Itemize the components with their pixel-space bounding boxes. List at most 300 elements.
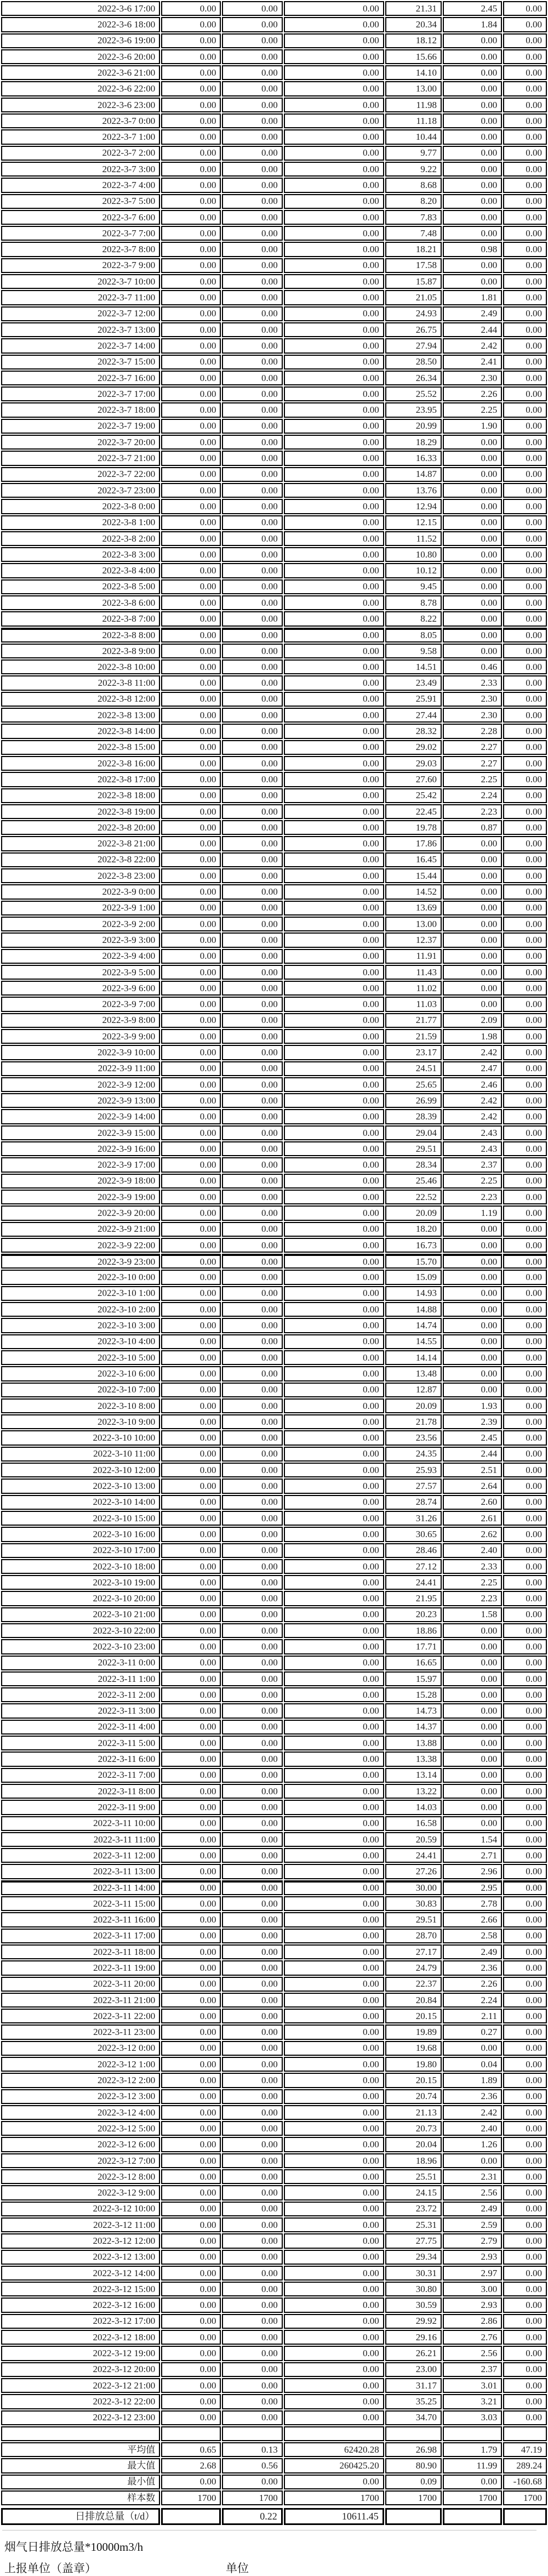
- value-cell: 0.00: [222, 547, 282, 562]
- timestamp-cell: 2022-3-7 3:00: [1, 162, 160, 177]
- timestamp-cell: 2022-3-7 2:00: [1, 146, 160, 161]
- value-cell: 0.00: [284, 1366, 384, 1381]
- value-cell: 0.00: [284, 1270, 384, 1284]
- value-cell: 0.00: [284, 355, 384, 369]
- value-cell: 0.00: [503, 226, 547, 241]
- value-cell: 0.00: [222, 1607, 282, 1622]
- value-cell: 0.00: [222, 1479, 282, 1493]
- value-cell: 14.03: [385, 1800, 442, 1815]
- value-cell: 0.00: [161, 515, 221, 530]
- value-cell: 0.00: [284, 419, 384, 434]
- value-cell: 0.98: [443, 242, 502, 257]
- value-cell: 0.00: [284, 997, 384, 1011]
- value-cell: 1.84: [443, 17, 502, 32]
- value-cell: 0.00: [161, 1045, 221, 1060]
- value-cell: 0.00: [222, 98, 282, 112]
- value-cell: 0.00: [161, 1864, 221, 1879]
- timestamp-cell: 2022-3-11 22:00: [1, 2009, 160, 2023]
- value-cell: -160.68: [503, 2475, 547, 2489]
- summary-label-cell: 最小值: [1, 2475, 160, 2489]
- table-row: [1, 804, 547, 819]
- timestamp-cell: 2022-3-12 8:00: [1, 2169, 160, 2184]
- value-cell: 0.00: [161, 1463, 221, 1477]
- value-cell: 0.00: [443, 146, 502, 161]
- table-row: [1, 2266, 547, 2281]
- value-cell: 0.00: [503, 1623, 547, 1638]
- value-cell: 0.00: [222, 1398, 282, 1413]
- table-row: [1, 1703, 547, 1718]
- value-cell: 0.00: [503, 129, 547, 144]
- value-cell: 28.50: [385, 355, 442, 369]
- value-cell: 0.00: [284, 949, 384, 964]
- value-cell: 0.00: [443, 1752, 502, 1766]
- value-cell: 0.00: [222, 708, 282, 723]
- value-cell: 0.00: [284, 1880, 384, 1895]
- value-cell: 0.00: [503, 467, 547, 482]
- table-row: [1, 129, 547, 144]
- value-cell: 24.51: [385, 1061, 442, 1076]
- value-cell: 15.87: [385, 274, 442, 289]
- value-cell: 20.34: [385, 17, 442, 32]
- value-cell: 2.27: [443, 740, 502, 755]
- value-cell: 29.02: [385, 740, 442, 755]
- value-cell: 0.00: [503, 290, 547, 305]
- table-row: [1, 724, 547, 738]
- value-cell: 0.00: [222, 1960, 282, 1975]
- timestamp-cell: 2022-3-12 5:00: [1, 2121, 160, 2136]
- value-cell: 0.00: [503, 2217, 547, 2232]
- value-cell: 8.20: [385, 194, 442, 209]
- value-cell: 0.00: [503, 2394, 547, 2409]
- value-cell: 20.99: [385, 419, 442, 434]
- value-cell: 0.00: [284, 2250, 384, 2265]
- value-cell: 0.00: [161, 1366, 221, 1381]
- value-cell: 0.00: [284, 1639, 384, 1654]
- value-cell: 0.00: [284, 81, 384, 96]
- timestamp-cell: 2022-3-9 11:00: [1, 1061, 160, 1076]
- value-cell: 13.00: [385, 81, 442, 96]
- timestamp-cell: 2022-3-9 15:00: [1, 1125, 160, 1140]
- value-cell: 0.00: [503, 1607, 547, 1622]
- value-cell: 35.25: [385, 2394, 442, 2409]
- value-cell: 0.00: [161, 579, 221, 594]
- timestamp-cell: 2022-3-11 17:00: [1, 1929, 160, 1943]
- value-cell: 0.00: [443, 1639, 502, 1654]
- value-cell: 0.00: [284, 65, 384, 80]
- value-cell: 0.00: [443, 644, 502, 658]
- table-row: [1, 1077, 547, 1092]
- value-cell: 20.23: [385, 1607, 442, 1622]
- value-cell: 0.00: [503, 1222, 547, 1237]
- value-cell: 0.87: [443, 820, 502, 835]
- value-cell: 0.00: [222, 965, 282, 980]
- value-cell: 0.00: [222, 1575, 282, 1590]
- value-cell: 0.00: [284, 2362, 384, 2377]
- value-cell: 0.00: [161, 1623, 221, 1638]
- value-cell: 0.00: [503, 499, 547, 514]
- value-cell: 2.36: [443, 2089, 502, 2104]
- value-cell: 0.00: [161, 644, 221, 658]
- value-cell: 0.00: [503, 644, 547, 658]
- value-cell: 0.00: [503, 1254, 547, 1269]
- table-row: [1, 1350, 547, 1365]
- value-cell: 0.00: [222, 162, 282, 177]
- table-row: [1, 1543, 547, 1558]
- value-cell: 0.00: [284, 595, 384, 610]
- value-cell: 0.00: [222, 1736, 282, 1750]
- timestamp-cell: 2022-3-7 9:00: [1, 258, 160, 273]
- value-cell: 0.00: [161, 2233, 221, 2248]
- value-cell: 10.44: [385, 129, 442, 144]
- timestamp-cell: 2022-3-9 0:00: [1, 884, 160, 899]
- value-cell: 0.00: [222, 1800, 282, 1815]
- value-cell: 0.00: [284, 884, 384, 899]
- value-cell: 0.00: [503, 2298, 547, 2312]
- timestamp-cell: 2022-3-8 14:00: [1, 724, 160, 738]
- value-cell: 0.00: [222, 2073, 282, 2088]
- value-cell: 0.00: [161, 2009, 221, 2023]
- value-cell: 29.03: [385, 756, 442, 771]
- value-cell: 2.28: [443, 724, 502, 738]
- value-cell: 0.00: [443, 49, 502, 64]
- value-cell: 0.00: [284, 820, 384, 835]
- value-cell: 23.56: [385, 1430, 442, 1445]
- value-cell: 0.00: [161, 836, 221, 851]
- value-cell: 0.00: [503, 708, 547, 723]
- value-cell: 0.00: [161, 81, 221, 96]
- value-cell: 0.00: [222, 1929, 282, 1943]
- value-cell: 31.26: [385, 1511, 442, 1526]
- value-cell: 11.43: [385, 965, 442, 980]
- value-cell: 0.00: [222, 836, 282, 851]
- table-row: [1, 2250, 547, 2265]
- value-cell: 0.00: [503, 2250, 547, 2265]
- value-cell: 0.00: [222, 595, 282, 610]
- timestamp-cell: 2022-3-7 0:00: [1, 113, 160, 128]
- table-row: [1, 1286, 547, 1301]
- value-cell: 2.45: [443, 1430, 502, 1445]
- value-cell: 260425.20: [284, 2458, 384, 2473]
- value-cell: 0.00: [161, 2073, 221, 2088]
- value-cell: 0.00: [222, 2169, 282, 2184]
- value-cell: 2.40: [443, 2121, 502, 2136]
- value-cell: 0.00: [284, 788, 384, 803]
- table-row: [1, 1944, 547, 1959]
- value-cell: 2.61: [443, 1511, 502, 1526]
- value-cell: 0.00: [161, 210, 221, 225]
- table-row: [1, 1527, 547, 1542]
- value-cell: 14.37: [385, 1720, 442, 1735]
- value-cell: 0.00: [161, 756, 221, 771]
- timestamp-cell: 2022-3-9 20:00: [1, 1205, 160, 1220]
- value-cell: 14.73: [385, 1703, 442, 1718]
- value-cell: 0.00: [503, 162, 547, 177]
- value-cell: 0.00: [161, 1527, 221, 1542]
- value-cell: 27.26: [385, 1864, 442, 1879]
- value-cell: 0.00: [284, 868, 384, 883]
- value-cell: 3.01: [443, 2378, 502, 2393]
- value-cell: 0.00: [161, 1543, 221, 1558]
- value-cell: 0.00: [284, 1013, 384, 1028]
- value-cell: 0.00: [503, 1832, 547, 1847]
- value-cell: 0.00: [443, 435, 502, 450]
- value-cell: 0.00: [161, 1061, 221, 1076]
- timestamp-cell: 2022-3-7 6:00: [1, 210, 160, 225]
- value-cell: 9.22: [385, 162, 442, 177]
- timestamp-cell: 2022-3-12 3:00: [1, 2089, 160, 2104]
- value-cell: 0.00: [284, 1736, 384, 1750]
- value-cell: 2.43: [443, 1141, 502, 1156]
- value-cell: 0.00: [503, 1479, 547, 1493]
- value-cell: 2.25: [443, 1575, 502, 1590]
- value-cell: 15.28: [385, 1687, 442, 1702]
- value-cell: 0.00: [161, 1800, 221, 1815]
- value-cell: 0.00: [161, 1334, 221, 1349]
- value-cell: 3.21: [443, 2394, 502, 2409]
- timestamp-cell: 2022-3-7 4:00: [1, 178, 160, 192]
- value-cell: 0.00: [222, 1093, 282, 1108]
- value-cell: 0.00: [503, 515, 547, 530]
- table-row: [1, 1912, 547, 1927]
- value-cell: 0.00: [284, 1511, 384, 1526]
- value-cell: 2.64: [443, 1479, 502, 1493]
- value-cell: 0.00: [161, 194, 221, 209]
- value-cell: 0.00: [443, 1720, 502, 1735]
- table-row: [1, 1, 547, 16]
- value-cell: 19.68: [385, 2041, 442, 2056]
- value-cell: 25.93: [385, 1463, 442, 1477]
- value-cell: 0.00: [284, 1109, 384, 1124]
- value-cell: 27.17: [385, 1944, 442, 1959]
- value-cell: 0.00: [161, 820, 221, 835]
- value-cell: 0.00: [161, 740, 221, 755]
- value-cell: [443, 2508, 502, 2525]
- value-cell: 0.00: [222, 820, 282, 835]
- value-cell: 0.00: [284, 435, 384, 450]
- value-cell: 0.00: [161, 1703, 221, 1718]
- timestamp-cell: 2022-3-7 5:00: [1, 194, 160, 209]
- value-cell: 0.00: [503, 98, 547, 112]
- table-row: [1, 1736, 547, 1750]
- value-cell: 0.00: [503, 2025, 547, 2039]
- value-cell: 0.00: [161, 1880, 221, 1895]
- table-row: [1, 644, 547, 658]
- value-cell: 21.59: [385, 1029, 442, 1044]
- value-cell: 14.93: [385, 1286, 442, 1301]
- table-row: [1, 322, 547, 337]
- value-cell: 15.66: [385, 49, 442, 64]
- footer-note: 烟气日排放总量*10000m3/h: [4, 2540, 144, 2554]
- value-cell: 0.00: [284, 1045, 384, 1060]
- value-cell: 0.09: [385, 2475, 442, 2489]
- value-cell: 0.00: [443, 628, 502, 642]
- value-cell: 0.00: [222, 515, 282, 530]
- value-cell: 0.00: [503, 1656, 547, 1670]
- timestamp-cell: 2022-3-9 16:00: [1, 1141, 160, 1156]
- value-cell: 2.86: [443, 2314, 502, 2329]
- value-cell: 0.00: [503, 1800, 547, 1815]
- value-cell: 0.00: [222, 499, 282, 514]
- value-cell: 26.98: [385, 2442, 442, 2457]
- timestamp-cell: 2022-3-12 17:00: [1, 2314, 160, 2329]
- timestamp-cell: 2022-3-6 19:00: [1, 33, 160, 48]
- value-cell: 0.00: [503, 2378, 547, 2393]
- table-row: [1, 708, 547, 723]
- timestamp-cell: 2022-3-8 20:00: [1, 820, 160, 835]
- value-cell: 0.00: [222, 1157, 282, 1172]
- timestamp-cell: 2022-3-8 15:00: [1, 740, 160, 755]
- timestamp-cell: 2022-3-10 20:00: [1, 1591, 160, 1606]
- timestamp-cell: 2022-3-11 16:00: [1, 1912, 160, 1927]
- value-cell: 0.00: [503, 1029, 547, 1044]
- value-cell: 14.52: [385, 884, 442, 899]
- value-cell: 0.00: [284, 2475, 384, 2489]
- value-cell: 0.00: [222, 2410, 282, 2425]
- value-cell: 0.00: [443, 1768, 502, 1783]
- value-cell: 0.00: [443, 1286, 502, 1301]
- report-unit-label: 上报单位（盖章）: [4, 2562, 96, 2575]
- timestamp-cell: 2022-3-8 23:00: [1, 868, 160, 883]
- value-cell: 0.00: [503, 1929, 547, 1943]
- value-cell: 0.00: [161, 1077, 221, 1092]
- value-cell: 0.00: [222, 1591, 282, 1606]
- value-cell: 0.00: [161, 1, 221, 16]
- value-cell: 0.00: [284, 2073, 384, 2088]
- value-cell: 0.00: [161, 371, 221, 385]
- value-cell: 0.00: [161, 1591, 221, 1606]
- value-cell: 0.00: [222, 33, 282, 48]
- value-cell: 0.00: [503, 2346, 547, 2361]
- table-row: [1, 563, 547, 578]
- value-cell: 2.30: [443, 708, 502, 723]
- table-row: [1, 1495, 547, 1510]
- value-cell: 0.00: [161, 290, 221, 305]
- value-cell: 0.00: [161, 2041, 221, 2056]
- value-cell: 0.00: [161, 2153, 221, 2168]
- value-cell: 0.00: [284, 1350, 384, 1365]
- value-cell: 0.00: [503, 1816, 547, 1831]
- value-cell: 0.00: [161, 2330, 221, 2345]
- value-cell: 0.00: [161, 1254, 221, 1269]
- value-cell: 18.12: [385, 33, 442, 48]
- value-cell: 0.00: [284, 242, 384, 257]
- value-cell: 0.00: [284, 1816, 384, 1831]
- value-cell: 0.00: [161, 1511, 221, 1526]
- table-row: [1, 1639, 547, 1654]
- table-row: [1, 2378, 547, 2393]
- value-cell: 0.00: [284, 1559, 384, 1574]
- value-cell: 0.00: [443, 965, 502, 980]
- value-cell: [222, 2426, 282, 2441]
- timestamp-cell: 2022-3-11 12:00: [1, 1848, 160, 1863]
- value-cell: 0.00: [222, 2057, 282, 2072]
- value-cell: 0.00: [161, 1720, 221, 1735]
- value-cell: 0.00: [161, 868, 221, 883]
- value-cell: 0.00: [222, 1656, 282, 1670]
- value-cell: 0.00: [161, 917, 221, 931]
- value-cell: 0.00: [161, 2105, 221, 2120]
- value-cell: 24.41: [385, 1575, 442, 1590]
- value-cell: 0.00: [284, 756, 384, 771]
- timestamp-cell: 2022-3-8 4:00: [1, 563, 160, 578]
- value-cell: 0.00: [284, 2121, 384, 2136]
- table-row: [1, 868, 547, 883]
- value-cell: 0.00: [222, 1077, 282, 1092]
- value-cell: 0.00: [503, 1864, 547, 1879]
- value-cell: 0.00: [161, 1222, 221, 1237]
- value-cell: 0.00: [284, 1222, 384, 1237]
- timestamp-cell: 2022-3-7 1:00: [1, 129, 160, 144]
- value-cell: 0.00: [284, 1495, 384, 1510]
- value-cell: 0.00: [503, 435, 547, 450]
- value-cell: 0.00: [284, 563, 384, 578]
- value-cell: 24.41: [385, 1848, 442, 1863]
- timestamp-cell: 2022-3-7 10:00: [1, 274, 160, 289]
- value-cell: 0.00: [443, 274, 502, 289]
- timestamp-cell: 2022-3-7 13:00: [1, 322, 160, 337]
- table-row: [1, 1013, 547, 1028]
- value-cell: 0.00: [443, 65, 502, 80]
- value-cell: 0.00: [222, 2346, 282, 2361]
- value-cell: 0.00: [284, 1671, 384, 1686]
- value-cell: 0.00: [222, 1414, 282, 1429]
- value-cell: 1.89: [443, 2073, 502, 2088]
- value-cell: 0.00: [503, 1238, 547, 1253]
- value-cell: 24.79: [385, 1960, 442, 1975]
- value-cell: 2.95: [443, 1880, 502, 1895]
- table-row: [1, 1447, 547, 1462]
- value-cell: 13.88: [385, 1736, 442, 1750]
- timestamp-cell: 2022-3-8 16:00: [1, 756, 160, 771]
- table-row: [1, 17, 547, 32]
- table-row: [1, 997, 547, 1011]
- value-cell: 0.00: [503, 2041, 547, 2056]
- value-cell: 0.00: [222, 435, 282, 450]
- value-cell: 0.00: [503, 1157, 547, 1172]
- table-row: [1, 1109, 547, 1124]
- value-cell: 0.00: [222, 2025, 282, 2039]
- value-cell: 0.00: [503, 1, 547, 16]
- value-cell: 0.00: [284, 258, 384, 273]
- value-cell: 0.00: [503, 1190, 547, 1204]
- value-cell: 0.00: [222, 644, 282, 658]
- value-cell: 9.58: [385, 644, 442, 658]
- value-cell: 0.04: [443, 2057, 502, 2072]
- value-cell: 0.00: [284, 1414, 384, 1429]
- value-cell: 1.58: [443, 1607, 502, 1622]
- table-row: [1, 2202, 547, 2216]
- value-cell: 0.00: [284, 1784, 384, 1799]
- value-cell: 0.00: [284, 306, 384, 321]
- value-cell: 0.00: [284, 1463, 384, 1477]
- value-cell: 2.11: [443, 2009, 502, 2023]
- value-cell: 62420.28: [284, 2442, 384, 2457]
- value-cell: 0.00: [222, 740, 282, 755]
- value-cell: 0.00: [222, 1848, 282, 1863]
- value-cell: 0.00: [222, 1944, 282, 1959]
- table-row: [1, 2330, 547, 2345]
- value-cell: 0.00: [284, 1061, 384, 1076]
- value-cell: 0.00: [284, 1238, 384, 1253]
- timestamp-cell: 2022-3-9 1:00: [1, 901, 160, 915]
- value-cell: 2.42: [443, 338, 502, 353]
- timestamp-cell: 2022-3-9 7:00: [1, 997, 160, 1011]
- timestamp-cell: 2022-3-8 21:00: [1, 836, 160, 851]
- table-row: [1, 2298, 547, 2312]
- table-row: [1, 1848, 547, 1863]
- value-cell: 23.72: [385, 2202, 442, 2216]
- value-cell: 0.00: [443, 98, 502, 112]
